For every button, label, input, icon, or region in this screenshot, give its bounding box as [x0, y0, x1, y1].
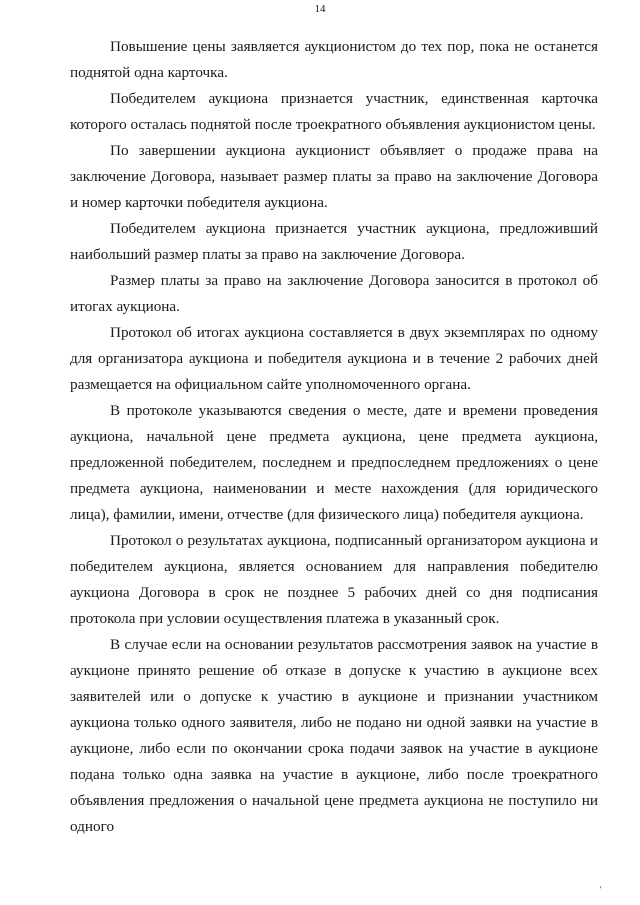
paragraph-protocol-basis: Протокол о результатах аукциона, подписанный организатором аукциона и победителем аукциона, является основанием для направления победителю аукциона Договора в срок не позднее 5 рабочих дней со дня подписания протокола при условии осуществления платежа в указанный срок.	[70, 532, 598, 627]
corner-mark: '	[600, 885, 602, 894]
document-body	[70, 34, 598, 840]
page-number: 14	[314, 3, 326, 15]
paragraph-protocol-copies: Протокол об итогах аукциона составляется в двух экземплярах по одному для организатора аукциона и победителя аукциона и в течение 2 рабочих дней размещается на официальном сайте уполномоченного органа.	[70, 324, 598, 393]
paragraph-auction-completion: По завершении аукциона аукционист объявляет о продаже права на заключение Договора, называет размер платы за право на заключение Договора и номер карточки победителя аукциона.	[70, 142, 598, 211]
paragraph-failed-auction: В случае если на основании результатов рассмотрения заявок на участие в аукционе принято решение об отказе в допуске к участию в аукционе всех заявителей или о допуске к участию в аукционе и признании участником аукциона только одного заявителя, либо не подано ни одной заявки на участие в аукционе, либо если по окончании срока подачи заявок на участие в аукционе подана только одна заявка на участие в аукционе, либо после троекратного объявления предложения о начальной цене предмета аукциона не поступило ни одного	[70, 636, 598, 835]
paragraph-fee-recorded: Размер платы за право на заключение Договора заносится в протокол об итогах аукциона.	[70, 272, 598, 315]
paragraph-price-increase: Повышение цены заявляется аукционистом до тех пор, пока не останется поднятой одна карточка.	[70, 38, 598, 81]
paragraph-winner-highest-bid: Победителем аукциона признается участник аукциона, предложивший наибольший размер платы за право на заключение Договора.	[70, 220, 598, 263]
paragraph-winner-last-card: Победителем аукциона признается участник, единственная карточка которого осталась поднятой после троекратного объявления аукционистом цены.	[70, 90, 598, 133]
paragraph-protocol-contents: В протоколе указываются сведения о месте, дате и времени проведения аукциона, начальной цене предмета аукциона, цене предмета аукциона, предложенной победителем, последнем и предпоследнем предложениях о цене предмета аукциона, наименовании и месте нахождения (для юридического лица), фамилии, имени, отчестве (для физического лица) победителя аукциона.	[70, 402, 598, 523]
